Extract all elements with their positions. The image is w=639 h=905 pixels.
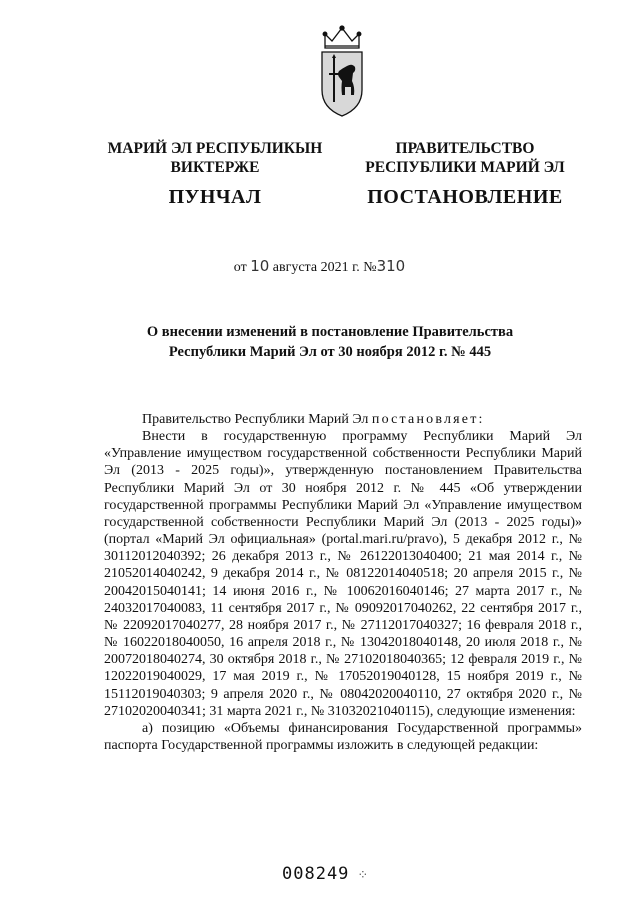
serial-value: 008249 <box>282 864 350 884</box>
document-number: 310 <box>376 257 406 275</box>
body-paragraph-1: Внести в государственную программу Республики Марий Эл «Управление имуществом государственной собственности Республики Марий Эл (2013 - 2025 годы)», утвержденную постановлением Правительства Республики Марий Эл от 30 ноября 2012 г. № 445 «Об утверждении государственной программы Республики Марий Эл «Управление имуществом государственной собственности Республики Марий Эл (2013 - 2025 годы)» (портал «Марий Эл официальная» (portal.mari.ru/pravo), 5 декабря 2012 г., № 30112012040392; 26 декабря 2013 г., № 26122013040400; 21 мая 2014 г., № 21052014040242, 9 декабря 2014 г., № 08122014040518; 20 апреля 2015 г., № 20042015040141; 14 июня 2016 г., № 10062016040146; 27 марта 2017 г., № 24032017040083, 11 сентября 2017 г., № 09092017040262, 22 сентября 2017 г., № 22092017040277, 28 ноября 2017 г., № 27112017040327; 16 февраля 2018 г., № 16022018040050, 16 апреля 2018 г., № 13042018040148, 20 июля 2018 г., № 20072018040274, 30 октября 2018 г., № 27102018040365; 12 февраля 2019 г., № 12022019040029, 17 мая 2019 г., № 17052019040128, 15 ноября 2019 г., № 15112019040303; 9 апреля 2020 г., № 08042020040110, 27 октября 2020 г., № 27102020040341; 31 марта 2021 г., № 31032021040115), следующие изменения: <box>104 429 582 719</box>
coat-of-arms-emblem <box>317 22 367 118</box>
document-title <box>80 322 580 363</box>
intro-verb: постановляет: <box>371 412 485 427</box>
document-date-line <box>0 257 639 276</box>
header-left-line1: МАРИЙ ЭЛ РЕСПУБЛИКЫН <box>107 140 323 157</box>
serial-mark-icon: ⁘ <box>357 868 370 883</box>
form-serial-number <box>282 864 369 884</box>
date-month-year: августа 2021 г. № <box>272 260 377 275</box>
header-right-block <box>350 139 580 210</box>
header-left-line2: ВИКТЕРЖЕ <box>170 159 260 177</box>
title-line1: О внесении изменений в постановление Правительства <box>146 324 514 340</box>
body-paragraph-2: а) позицию «Объемы финансирования Государственной программы» паспорта Государственной программы изложить в следующей редакции: <box>104 720 582 753</box>
title-line2: Республики Марий Эл от 30 ноября 2012 г. № 445 <box>168 344 492 361</box>
header-right-doc-type: ПОСТАНОВЛЕНИЕ <box>367 185 563 208</box>
intro-paragraph <box>104 411 582 428</box>
header-left-doc-type: ПУНЧАЛ <box>168 185 262 208</box>
date-day: 10 <box>250 257 270 275</box>
header-left-block <box>80 139 350 210</box>
document-body <box>104 411 582 754</box>
header-right-line2: РЕСПУБЛИКИ МАРИЙ ЭЛ <box>365 159 565 177</box>
date-prefix: от <box>233 260 247 275</box>
intro-subject: Правительство Республики Марий Эл <box>142 412 369 427</box>
header-right-line1: ПРАВИТЕЛЬСТВО <box>395 140 535 157</box>
